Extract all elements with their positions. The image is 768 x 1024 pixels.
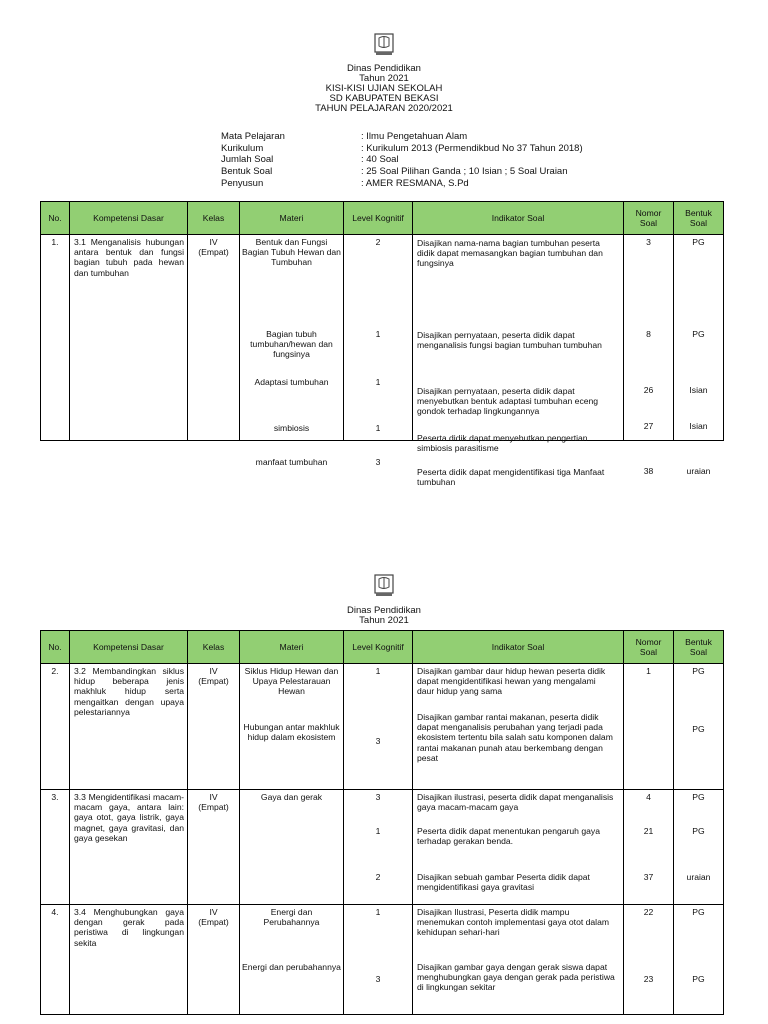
meta-key: Kurikulum: [221, 142, 264, 154]
indikator-item: Disajikan gambar gaya dengan gerak siswa dapat menghubungkan gaya dengan gerak pada peristiwa di lingkungan sekitar: [417, 962, 615, 993]
cell-level: [344, 905, 413, 1015]
materi-item: Energi dan Perubahannya: [263, 907, 320, 928]
cell-bentuk: [674, 235, 724, 476]
row-number: 4.: [51, 907, 59, 917]
nomor-value: 1: [646, 666, 651, 676]
cell-kd: [70, 790, 188, 905]
col-header-no: No.: [41, 202, 70, 235]
cell-kelas: [188, 905, 240, 1015]
level-value: 1: [375, 826, 381, 836]
col-header-materi: Materi: [240, 631, 344, 664]
indikator-item: Peserta didik dapat menentukan pengaruh gaya terhadap gerakan benda.: [417, 826, 600, 847]
col-header-nomor: Nomor Soal: [624, 202, 674, 235]
level-value: 3: [375, 792, 381, 802]
nomor-value: 23: [643, 974, 654, 984]
materi-item: Siklus Hidup Hewan dan Upaya Pelestarauan Hewan: [244, 666, 339, 697]
materi-item: Energi dan perubahannya: [242, 962, 341, 972]
indikator-item: Disajikan gambar daur hidup hewan peserta didik dapat mengidentifikasi hewan yang mengalami daur hidup yang sama: [417, 666, 606, 697]
cell-nomor: [624, 664, 674, 790]
bentuk-value: PG: [692, 826, 705, 836]
bentuk-value: PG: [692, 329, 705, 339]
nomor-value: 37: [643, 872, 654, 882]
meta-key: Penyusun: [221, 177, 264, 189]
kelas-value: IV (Empat): [198, 907, 229, 928]
cell-kelas: [188, 664, 240, 790]
cell-level: [344, 790, 413, 905]
meta-value: : 25 Soal Pilihan Ganda ; 10 Isian ; 5 Soal Uraian: [361, 166, 568, 178]
cell-nomor: [624, 905, 674, 1015]
cell-kd: [70, 905, 188, 1015]
cell-no: [41, 235, 70, 441]
col-header-no: No.: [41, 631, 70, 664]
nomor-value: 21: [643, 826, 654, 836]
materi-item: Bagian tubuh tumbuhan/hewan dan fungsinya: [250, 329, 333, 360]
indikator-item: Disajikan gambar rantai makanan, peserta didik dapat menganalisis perubahan yang terjadi pada ekosistem tertentu bila salah satu komponen dalam rantai makanan punah atau berkembang dengan pesat: [417, 712, 613, 763]
bentuk-value: PG: [692, 974, 705, 984]
cell-no: [41, 790, 70, 905]
cell-nomor: [624, 235, 674, 476]
bentuk-value: PG: [692, 907, 705, 917]
cell-level: [344, 664, 413, 790]
indikator-item: Disajikan ilustrasi, peserta didik dapat menganalisis gaya macam-macam gaya: [417, 792, 614, 813]
bentuk-value: PG: [692, 792, 705, 802]
kelas-value: IV (Empat): [198, 792, 229, 813]
col-header-kelas: Kelas: [188, 202, 240, 235]
row-number: 2.: [51, 666, 59, 676]
materi-item: Bentuk dan Fungsi Bagian Tubuh Hewan dan Tumbuhan: [242, 237, 341, 268]
cell-nomor: [624, 790, 674, 905]
emblem-logo: [373, 33, 395, 57]
kelas-value: IV (Empat): [198, 666, 229, 687]
level-value: 3: [375, 974, 381, 984]
document-header: [0, 64, 768, 114]
bentuk-value: PG: [692, 237, 705, 247]
cell-indikator: [413, 235, 624, 488]
indikator-item: Peserta didik dapat menyebutkan pengertian simbiosis parasitisme: [417, 433, 588, 454]
cell-materi: [240, 235, 344, 467]
cell-indikator: [413, 790, 624, 905]
nomor-value: 3: [646, 237, 651, 247]
indikator-item: Disajikan nama-nama bagian tumbuhan peserta didik dapat memasangkan bagian tumbuhan dan fungsinya: [417, 238, 603, 269]
col-header-indikator: Indikator Soal: [413, 202, 624, 235]
header-line: Dinas Pendidikan: [347, 63, 421, 74]
materi-item: manfaat tumbuhan: [255, 457, 328, 467]
meta-key: Mata Pelajaran: [221, 131, 285, 142]
kompetensi-dasar: 3.2 Membandingkan siklus hidup beberapa jenis makhluk hidup serta mengaitkan dengan upaya pelestariannya: [74, 666, 184, 717]
row-number: 3.: [51, 792, 59, 802]
level-value: 1: [375, 329, 381, 339]
col-header-kelas: Kelas: [188, 631, 240, 664]
materi-item: Hubungan antar makhluk hidup dalam ekosistem: [243, 722, 340, 743]
row-number: 1.: [51, 237, 59, 247]
indikator-item: Peserta didik dapat mengidentifikasi tiga Manfaat tumbuhan: [417, 467, 605, 488]
cell-indikator: [413, 664, 624, 790]
col-header-level: Level Kognitif: [344, 631, 413, 664]
cell-kd: [70, 235, 188, 441]
meta-key: Bentuk Soal: [221, 166, 273, 178]
cell-bentuk: [674, 905, 724, 1015]
meta-key: Jumlah Soal: [221, 154, 274, 166]
cell-materi: [240, 664, 344, 790]
meta-value: : 40 Soal: [361, 154, 399, 166]
document-header: [0, 606, 768, 626]
nomor-value: 26: [643, 385, 654, 395]
table-row: [41, 905, 724, 1015]
nomor-value: 38: [643, 466, 654, 476]
table-row: [41, 664, 724, 790]
bentuk-value: Isian: [689, 385, 708, 395]
nomor-value: 4: [646, 792, 651, 802]
kompetensi-dasar: 3.3 Mengidentifikasi macam-macam gaya, antara lain: gaya otot, gaya listrik, gaya magnet, gaya gravitasi, dan gaya gesekan: [74, 792, 184, 843]
meta-value: : Ilmu Pengetahuan Alam: [361, 131, 468, 142]
meta-value: : Kurikulum 2013 (Permendikbud No 37 Tahun 2018): [361, 142, 583, 154]
cell-bentuk: [674, 664, 724, 790]
kompetensi-dasar: 3.4 Menghubungkan gaya dengan gerak pada peristiwa di lingkungan sekita: [74, 907, 184, 948]
level-value: 1: [375, 666, 381, 676]
col-header-bentuk: Bentuk Soal: [674, 631, 724, 664]
meta-value: : AMER RESMANA, S.Pd: [361, 177, 469, 189]
cell-bentuk: [674, 790, 724, 905]
level-value: 2: [375, 237, 381, 247]
header-line: Dinas Pendidikan: [347, 605, 421, 616]
header-line: SD KABUPATEN BEKASI: [329, 93, 439, 104]
table-header-row: [41, 631, 724, 664]
nomor-value: 8: [646, 329, 651, 339]
indikator-item: Disajikan sebuah gambar Peserta didik dapat mengidentifikasi gaya gravitasi: [417, 872, 590, 893]
bentuk-value: uraian: [686, 466, 711, 476]
bentuk-value: uraian: [686, 872, 711, 882]
cell-no: [41, 905, 70, 1015]
kisi-kisi-table-2: [40, 630, 724, 1015]
cell-kelas: [188, 235, 240, 441]
cell-level: [344, 235, 413, 467]
level-value: 1: [375, 907, 381, 917]
header-line: KISI-KISI UJIAN SEKOLAH: [325, 83, 443, 94]
col-header-level: Level Kognitif: [344, 202, 413, 235]
level-value: 3: [375, 457, 381, 467]
level-value: 1: [375, 423, 381, 433]
col-header-nomor: Nomor Soal: [624, 631, 674, 664]
level-value: 3: [375, 736, 381, 746]
header-line: Tahun 2021: [359, 73, 409, 84]
cell-kd: [70, 664, 188, 790]
kelas-value: IV (Empat): [198, 237, 229, 258]
kisi-kisi-table-1: [40, 201, 724, 488]
table-row: [41, 235, 724, 441]
bentuk-value: Isian: [689, 421, 708, 431]
nomor-value: 27: [643, 421, 654, 431]
cell-materi: [240, 905, 344, 1015]
col-header-indikator: Indikator Soal: [413, 631, 624, 664]
col-header-kd: Kompetensi Dasar: [70, 631, 188, 664]
table-row: [41, 790, 724, 905]
cell-materi: [240, 790, 344, 905]
kompetensi-dasar: 3.1 Menganalisis hubungan antara bentuk dan fungsi bagian tubuh pada hewan dan tumbuhan: [74, 237, 184, 278]
col-header-bentuk: Bentuk Soal: [674, 202, 724, 235]
indikator-item: Disajikan Ilustrasi, Peserta didik mampu menemukan contoh implementasi gaya otot dalam kehidupan sehari-hari: [417, 907, 610, 938]
col-header-materi: Materi: [240, 202, 344, 235]
header-line: TAHUN PELAJARAN 2020/2021: [315, 103, 453, 114]
bentuk-value: PG: [692, 666, 705, 676]
cell-indikator: [413, 905, 624, 1015]
level-value: 1: [375, 377, 381, 387]
cell-no: [41, 664, 70, 790]
materi-item: Gaya dan gerak: [260, 792, 323, 802]
cell-kelas: [188, 790, 240, 905]
table-header-row: [41, 202, 724, 235]
col-header-kd: Kompetensi Dasar: [70, 202, 188, 235]
materi-item: simbiosis: [273, 423, 310, 433]
emblem-logo: [373, 574, 395, 598]
level-value: 2: [375, 872, 381, 882]
nomor-value: 22: [643, 907, 654, 917]
materi-item: Adaptasi tumbuhan: [254, 377, 329, 387]
bentuk-value: PG: [692, 724, 705, 734]
indikator-item: Disajikan pernyataan, peserta didik dapat menganalisis fungsi bagian tumbuhan tumbuhan: [417, 330, 602, 351]
header-line: Tahun 2021: [359, 615, 409, 626]
indikator-item: Disajikan pernyataan, peserta didik dapat menyebutkan bentuk adaptasi tumbuhan eceng gondok terhadap lingkungannya: [417, 386, 599, 417]
